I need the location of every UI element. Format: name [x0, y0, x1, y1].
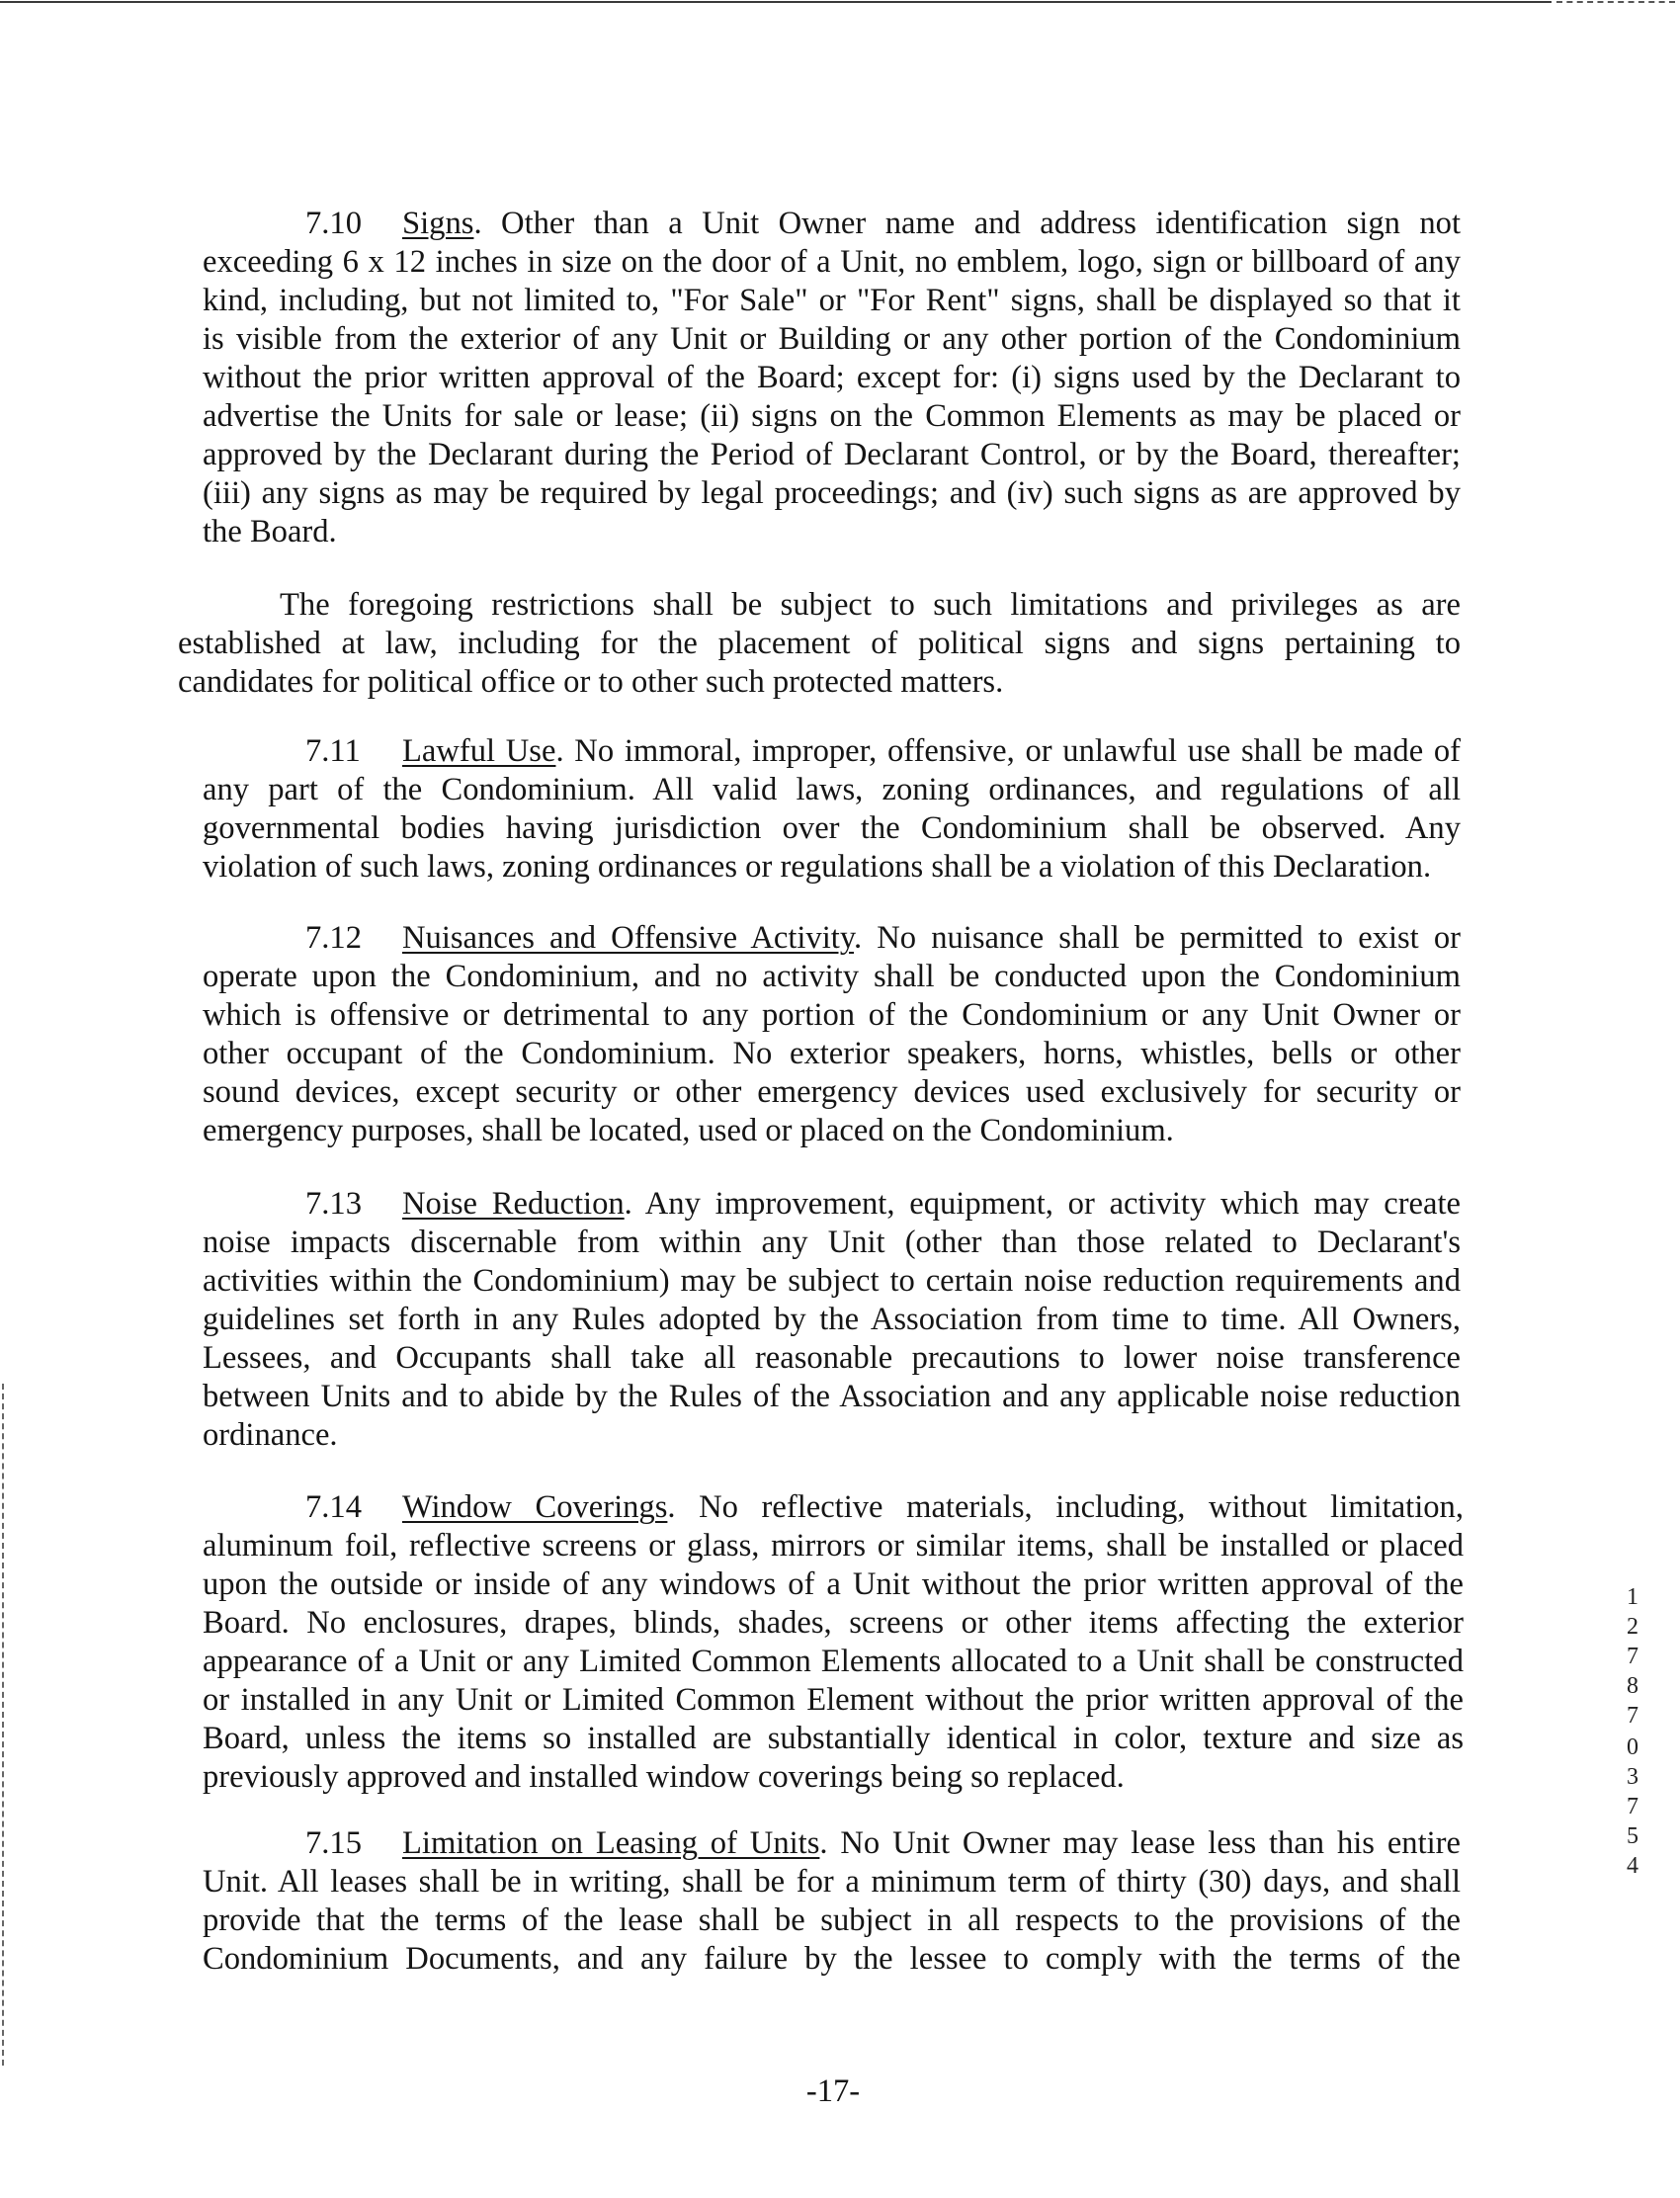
paragraph-line: approved by the Declarant during the Period of Declarant Control, or by the Board, thereafter; — [203, 437, 1461, 472]
section-heading: Signs — [402, 206, 474, 241]
section-number: 7.15 — [305, 1825, 363, 1861]
recording-stamp — [1619, 1584, 1646, 1883]
paragraph-line: upon the outside or inside of any windows of a Unit without the prior written approval of the — [203, 1566, 1464, 1602]
paragraph-line: other occupant of the Condominium. No exterior speakers, horns, whistles, bells or other — [203, 1036, 1461, 1071]
section-heading: Limitation on Leasing of Units — [402, 1825, 820, 1861]
section-heading: Noise Reduction — [402, 1186, 625, 1222]
paragraph-line — [203, 732, 1461, 771]
section-heading: Window Coverings — [402, 1489, 668, 1525]
line-text: . No reflective materials, including, without limitation, — [667, 1489, 1464, 1525]
paragraph-line: aluminum foil, reflective screens or glass, mirrors or similar items, shall be installed or placed — [203, 1528, 1464, 1564]
paragraph-line: or installed in any Unit or Limited Common Element without the prior written approval of the — [203, 1682, 1464, 1718]
paragraph-line: established at law, including for the placement of political signs and signs pertaining to — [178, 626, 1461, 661]
paragraph-line — [203, 1185, 1461, 1224]
scan-edge-left-line — [2, 1384, 4, 2066]
paragraph-line: provide that the terms of the lease shall be subject in all respects to the provisions of the — [203, 1902, 1461, 1938]
line-text: . No nuisance shall be permitted to exist or — [854, 920, 1461, 956]
paragraph-line: appearance of a Unit or any Limited Common Elements allocated to a Unit shall be constructed — [203, 1644, 1464, 1679]
section-7-10 — [203, 205, 1461, 551]
stamp-number-group-1: 12787 — [1620, 1584, 1645, 1733]
line-text: . Any improvement, equipment, or activity which may create — [624, 1186, 1461, 1222]
paragraph-line: ordinance. — [203, 1417, 338, 1453]
paragraph-line: advertise the Units for sale or lease; (ii) signs on the Common Elements as may be placed or — [203, 398, 1461, 434]
paragraph-line: activities within the Condominium) may be subject to certain noise reduction requirements and — [203, 1263, 1461, 1299]
section-7-11 — [203, 732, 1461, 887]
page-number: -17- — [805, 2073, 861, 2109]
paragraph-line: operate upon the Condominium, and no activity shall be conducted upon the Condominium — [203, 959, 1461, 994]
paragraph-line: Unit. All leases shall be in writing, shall be for a minimum term of thirty (30) days, and shall — [203, 1864, 1461, 1900]
scan-edge-top-dash — [1556, 1, 1675, 3]
paragraph-line: sound devices, except security or other emergency devices used exclusively for security or — [203, 1074, 1461, 1110]
line-text: . No immoral, improper, offensive, or unlawful use shall be made of — [555, 733, 1462, 769]
paragraph-line: without the prior written approval of the Board; except for: (i) signs used by the Declarant to — [203, 360, 1461, 395]
paragraph-line: Board. No enclosures, drapes, blinds, shades, screens or other items affecting the exterior — [203, 1605, 1464, 1641]
paragraph-line: violation of such laws, zoning ordinances or regulations shall be a violation of this Declaration. — [203, 849, 1432, 885]
paragraph-line: guidelines set forth in any Rules adopted by the Association from time to time. All Owners, — [203, 1302, 1461, 1337]
section-7-15 — [203, 1824, 1461, 1979]
paragraph-line — [203, 1824, 1461, 1863]
section-heading: Nuisances and Offensive Activity — [402, 920, 854, 956]
scan-edge-top-line — [0, 1, 1552, 3]
paragraph-line — [203, 205, 1461, 243]
paragraph-line: Condominium Documents, and any failure by the lessee to comply with the terms of the — [203, 1941, 1461, 1977]
section-number: 7.14 — [305, 1489, 363, 1525]
section-number: 7.13 — [305, 1186, 363, 1222]
section-number: 7.10 — [305, 206, 363, 241]
paragraph-line: noise impacts discernable from within any Unit (other than those related to Declarant's — [203, 1225, 1461, 1260]
section-7-13 — [203, 1185, 1461, 1455]
paragraph-line — [203, 1488, 1464, 1527]
paragraph-line: kind, including, but not limited to, "For Sale" or "For Rent" signs, shall be displayed so that it — [203, 283, 1461, 318]
paragraph-line: is visible from the exterior of any Unit or Building or any other portion of the Condominium — [203, 321, 1461, 357]
section-number: 7.11 — [305, 733, 361, 769]
line-text: . Other than a Unit Owner name and address identification sign not — [473, 206, 1461, 241]
section-7-12 — [203, 919, 1461, 1150]
paragraph-line: exceeding 6 x 12 inches in size on the door of a Unit, no emblem, logo, sign or billboard of any — [203, 244, 1461, 280]
stamp-number-group-2: 03754 — [1620, 1734, 1645, 1883]
paragraph-line: Lessees, and Occupants shall take all reasonable precautions to lower noise transference — [203, 1340, 1461, 1376]
paragraph-line: previously approved and installed window coverings being so replaced. — [203, 1759, 1125, 1795]
section-7-14 — [203, 1488, 1464, 1797]
paragraph-line: The foregoing restrictions shall be subject to such limitations and privileges as are — [280, 587, 1461, 623]
section-heading: Lawful Use — [402, 733, 556, 769]
paragraph-line: governmental bodies having jurisdiction over the Condominium shall be observed. Any — [203, 810, 1461, 846]
paragraph-line: emergency purposes, shall be located, used or placed on the Condominium. — [203, 1113, 1174, 1148]
paragraph-line: Board, unless the items so installed are substantially identical in color, texture and size as — [203, 1721, 1464, 1756]
section-number: 7.12 — [305, 920, 363, 956]
paragraph-line — [203, 919, 1461, 958]
signs-restrictions-paragraph — [178, 586, 1461, 702]
paragraph-line: between Units and to abide by the Rules of the Association and any applicable noise reduction — [203, 1379, 1461, 1414]
paragraph-line: which is offensive or detrimental to any portion of the Condominium or any Unit Owner or — [203, 997, 1461, 1033]
paragraph-line: any part of the Condominium. All valid laws, zoning ordinances, and regulations of all — [203, 772, 1461, 807]
line-text: . No Unit Owner may lease less than his entire — [819, 1825, 1461, 1861]
paragraph-line: the Board. — [203, 514, 337, 550]
paragraph-line: candidates for political office or to other such protected matters. — [178, 664, 1004, 700]
paragraph-line: (iii) any signs as may be required by legal proceedings; and (iv) such signs as are approved by — [203, 475, 1461, 511]
